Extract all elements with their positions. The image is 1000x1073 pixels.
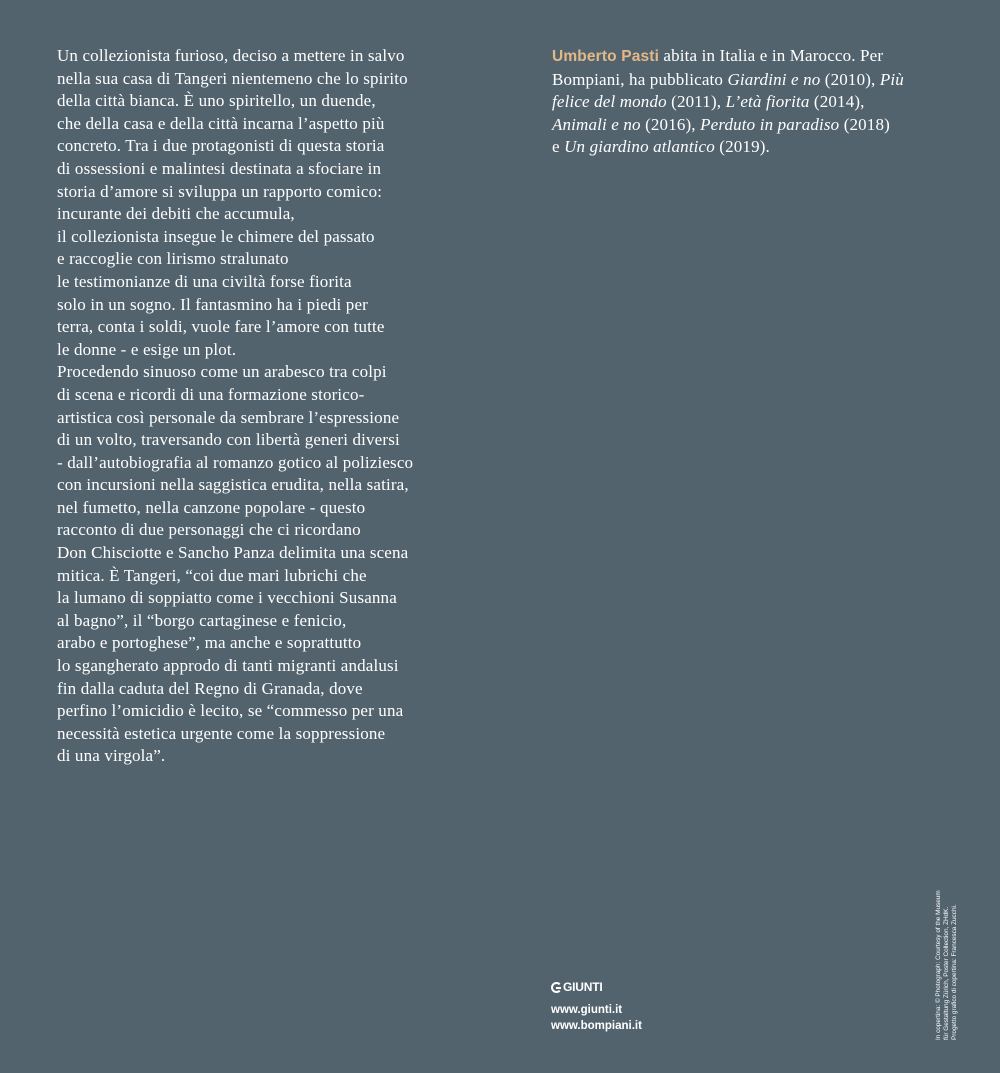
publisher-logo [551,980,602,994]
blurb-line: solo in un sogno. Il fantasmino ha i piedi per [57,294,368,314]
blurb-line: al bagno”, il “borgo cartaginese e fenicio, [57,610,347,630]
bio-text: e [552,137,565,157]
blurb-line: con incursioni nella saggistica erudita, nella satira, [57,475,409,495]
blurb-line: Procedendo sinuoso come un arabesco tra colpi [57,362,387,382]
bio-text: Bompiani, ha pubblicato [552,69,728,89]
bio-text: (2018) [839,114,890,134]
blurb-line: arabo e portoghese”, ma anche e soprattutto [57,633,362,653]
blurb-line: di scena e ricordi di una formazione storico- [57,384,365,404]
credit-line: für Gestaltung Zürich, Poster Collection, ZHdK. [943,906,950,1040]
book-title: Un giardino atlantico [564,137,715,157]
publisher-logo-text: GIUNTI [563,980,603,994]
blurb-line: necessità estetica urgente come la soppressione [57,723,386,743]
book-title: Perduto in paradiso [700,114,840,134]
bio-line [552,136,952,159]
blurb-line: fin dalla caduta del Regno di Granada, dove [57,678,363,698]
blurb-line: di un volto, traversando con libertà generi diversi [57,430,400,450]
blurb-line: concreto. Tra i due protagonisti di questa storia [57,136,385,156]
blurb-line: il collezionista insegue le chimere del passato [57,226,375,246]
cover-credits [935,845,959,1040]
blurb-line: che della casa e della città incarna l’aspetto più [57,113,385,133]
bio-text: (2016), [640,114,701,134]
book-title: Più [879,69,904,89]
credit-line: In copertina: © Photograph: Courtesy of the Museum [935,890,942,1040]
bio-text: (2010), [820,69,880,89]
publisher-urls [551,1002,642,1034]
bompiani-url: www.bompiani.it [551,1020,642,1032]
bio-text: abita in Italia e in Marocco. Per [659,46,884,65]
bio-line [552,91,952,114]
book-title: L’età fiorita [725,92,810,112]
book-title: felice del mondo [552,92,667,112]
bio-line [552,45,952,69]
blurb-line: e raccoglie con lirismo stralunato [57,249,289,269]
blurb-line: incurante dei debiti che accumula, [57,204,295,224]
blurb-line: di una virgola”. [57,746,166,766]
blurb-line: nella sua casa di Tangeri nientemeno che lo spirito [57,68,408,88]
blurb-line: Don Chisciotte e Sancho Panza delimita una scena [57,543,409,563]
blurb-line: artistica così personale da sembrare l’espressione [57,407,400,427]
blurb-line: la lumano di soppiatto come i vecchioni Susanna [57,588,397,608]
blurb-line: storia d’amore si sviluppa un rapporto comico: [57,181,383,201]
blurb-line: - dall’autobiografia al romanzo gotico al poliziesco [57,452,414,472]
blurb-line: racconto di due personaggi che ci ricordano [57,520,361,540]
blurb-line: lo sgangherato approdo di tanti migranti andalusi [57,656,399,676]
blurb-line: perfino l’omicidio è lecito, se “commesso per una [57,701,404,721]
credit-line: Progetto grafico di copertina: Francesca Zucchi. [951,904,958,1040]
blurb-line: mitica. È Tangeri, “coi due mari lubrichi che [57,565,367,585]
blurb-line: Un collezionista furioso, deciso a mettere in salvo [57,46,405,65]
blurb-line: nel fumetto, nella canzone popolare - questo [57,497,366,517]
blurb-line: della città bianca. È uno spiritello, un duende, [57,91,376,111]
bio-text: (2019). [714,137,770,157]
giunti-url: www.giunti.it [551,1004,623,1016]
blurb-line: di ossessioni e malintesi destinata a sfociare in [57,158,382,178]
author-name: Umberto Pasti [552,48,660,65]
blurb-line: le donne - e esige un plot. [57,339,237,359]
blurb-line: terra, conta i soldi, vuole fare l’amore con tutte [57,317,385,337]
back-cover-blurb [57,45,457,768]
giunti-g-icon [551,982,562,993]
book-title: Giardini e no [727,69,821,89]
author-bio [552,45,952,159]
bio-line [552,114,952,137]
book-title: Animali e no [552,114,641,134]
bio-text: (2011), [666,92,726,112]
blurb-line: le testimonianze di una civiltà forse fiorita [57,271,352,291]
bio-line [552,69,952,92]
bio-text: (2014), [809,92,865,112]
